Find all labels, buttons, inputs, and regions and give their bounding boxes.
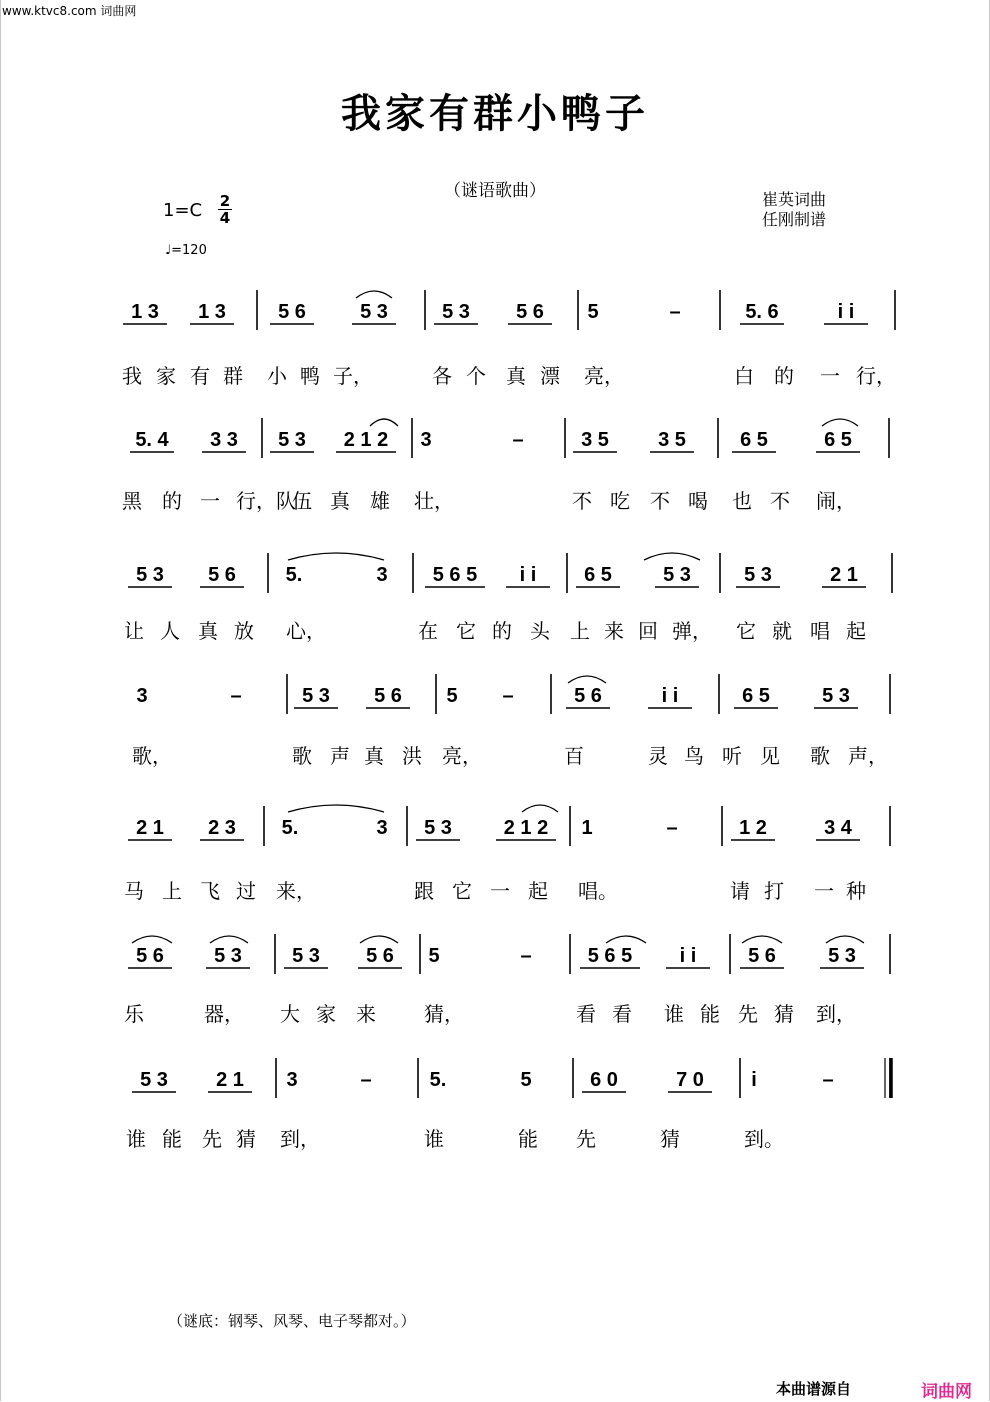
lyric-syllable: 一 bbox=[200, 489, 220, 513]
note-group: 5 6 bbox=[366, 945, 394, 967]
lyric-syllable: 白 bbox=[734, 364, 754, 388]
lyric-syllable: 就 bbox=[772, 619, 792, 643]
lyric-syllable: 家 bbox=[156, 364, 176, 388]
lyric-syllable: 来， bbox=[276, 879, 316, 903]
lyric-syllable: 歌 bbox=[810, 744, 830, 768]
note-group: 3 5 bbox=[658, 429, 686, 451]
lyric-syllable: 真 bbox=[506, 364, 526, 388]
note-group: – bbox=[230, 685, 242, 707]
note-group: 6 5 bbox=[824, 429, 852, 451]
note-group: 5 3 bbox=[663, 564, 691, 586]
slur-mark bbox=[644, 553, 700, 560]
lyric-syllable: 各 bbox=[432, 364, 452, 388]
slur-mark bbox=[210, 936, 248, 943]
lyric-syllable: 来 bbox=[356, 1002, 376, 1026]
lyric-syllable: 种 bbox=[846, 879, 866, 903]
song-title: 我家有群小鸭子 bbox=[341, 90, 649, 137]
lyric-syllable: 先 bbox=[738, 1002, 758, 1026]
slur-mark bbox=[522, 805, 558, 812]
note-group: 5 6 5 bbox=[432, 564, 478, 586]
lyric-syllable: 不 bbox=[572, 489, 592, 513]
slur-mark bbox=[568, 676, 606, 683]
note-group: – bbox=[360, 1069, 372, 1091]
note-group: 5 bbox=[587, 301, 599, 323]
note-group: 5 3 bbox=[822, 685, 850, 707]
lyric-syllable: 起 bbox=[846, 619, 866, 643]
lyric-syllable: 看 bbox=[612, 1002, 632, 1026]
lyric-syllable: 能 bbox=[162, 1127, 182, 1151]
lyric-syllable: 不 bbox=[770, 489, 790, 513]
note-group: 3 bbox=[286, 1069, 298, 1091]
note-group: 5 6 bbox=[208, 564, 236, 586]
lyric-syllable: 的 bbox=[774, 364, 794, 388]
note-group: 6 5 bbox=[740, 429, 768, 451]
key-signature: 1=C bbox=[163, 200, 203, 221]
note-group: 2 1 bbox=[136, 817, 164, 839]
note-group: 5. 4 bbox=[135, 429, 169, 451]
lyric-syllable: 小 bbox=[267, 364, 287, 388]
note-group: 3 bbox=[136, 685, 148, 707]
note-group: 7 0 bbox=[676, 1069, 704, 1091]
note-group: – bbox=[669, 301, 681, 323]
lyric-syllable: 一 bbox=[820, 364, 840, 388]
lyric-syllable: 能 bbox=[700, 1002, 720, 1026]
note-group: 5 3 bbox=[292, 945, 320, 967]
lyric-syllable: 上 bbox=[570, 619, 590, 643]
note-group: 3 5 bbox=[581, 429, 609, 451]
lyric-syllable: 它 bbox=[452, 879, 472, 903]
lyric-syllable: 打 bbox=[764, 879, 784, 903]
lyric-syllable: 让 bbox=[124, 619, 144, 643]
lyric-syllable: 真 bbox=[198, 619, 218, 643]
lyric-syllable: 到， bbox=[280, 1127, 320, 1151]
lyric-syllable: 一 bbox=[814, 879, 834, 903]
note-group: 5 6 bbox=[374, 685, 402, 707]
note-group: 5 6 bbox=[278, 301, 306, 323]
note-group: 5 3 bbox=[302, 685, 330, 707]
lyric-syllable: 伍 bbox=[292, 489, 312, 513]
note-group: 5. bbox=[281, 817, 299, 839]
lyric-syllable: 一 bbox=[490, 879, 510, 903]
lyric-syllable: 有 bbox=[190, 364, 210, 388]
lyric-syllable: 家 bbox=[316, 1002, 336, 1026]
meter-top: 2 bbox=[219, 192, 231, 210]
lyric-syllable: 弹， bbox=[672, 619, 712, 643]
note-group: 1 3 bbox=[131, 301, 159, 323]
note-group: 5 3 bbox=[214, 945, 242, 967]
lyric-syllable: 猜 bbox=[774, 1002, 794, 1026]
note-group: – bbox=[666, 817, 678, 839]
note-group: i i bbox=[519, 564, 537, 586]
lyric-syllable: 漂 bbox=[540, 364, 560, 388]
note-group: 6 0 bbox=[590, 1069, 618, 1091]
slur-mark bbox=[288, 805, 384, 812]
lyric-syllable: 能 bbox=[518, 1127, 538, 1151]
note-group: 3 3 bbox=[210, 429, 238, 451]
lyric-syllable: 鸟 bbox=[684, 744, 704, 768]
lyric-syllable: 真 bbox=[364, 744, 384, 768]
slur-mark bbox=[370, 419, 398, 426]
lyric-syllable: 猜， bbox=[424, 1002, 464, 1026]
lyric-syllable: 头 bbox=[530, 619, 550, 643]
note-group: 1 3 bbox=[198, 301, 226, 323]
lyricist-credit: 崔英词曲 bbox=[762, 190, 827, 209]
lyric-syllable: 壮， bbox=[414, 489, 454, 513]
lyric-syllable: 洪 bbox=[402, 744, 422, 768]
note-group: 2 1 bbox=[830, 564, 858, 586]
note-group: 6 5 bbox=[742, 685, 770, 707]
lyric-syllable: 歌 bbox=[292, 744, 312, 768]
footer-source: 本曲谱源自 bbox=[776, 1380, 852, 1398]
lyric-syllable: 亮， bbox=[442, 744, 482, 768]
note-group: – bbox=[520, 945, 532, 967]
note-group: 5 3 bbox=[278, 429, 306, 451]
lyric-syllable: 个 bbox=[466, 364, 486, 388]
lyric-syllable: 猜 bbox=[660, 1127, 680, 1151]
note-group: 3 bbox=[376, 817, 388, 839]
slur-mark bbox=[822, 419, 858, 426]
note-group: 5 3 bbox=[442, 301, 470, 323]
tempo-marking: ♩=120 bbox=[165, 243, 207, 258]
note-group: 5 3 bbox=[136, 564, 164, 586]
lyric-syllable: 看 bbox=[576, 1002, 596, 1026]
note-group: 1 bbox=[581, 817, 593, 839]
lyric-syllable: 吃 bbox=[610, 489, 630, 513]
arranger-credit: 任刚制谱 bbox=[762, 210, 827, 229]
note-group: 2 1 2 bbox=[503, 817, 549, 839]
note-group: 5 6 5 bbox=[587, 945, 633, 967]
lyric-syllable: 鸭 bbox=[300, 364, 320, 388]
lyric-syllable: 来 bbox=[604, 619, 624, 643]
lyric-syllable: 先 bbox=[202, 1127, 222, 1151]
lyric-syllable: 唱。 bbox=[578, 879, 618, 903]
lyric-syllable: 它 bbox=[456, 619, 476, 643]
lyric-syllable: 闹， bbox=[816, 489, 856, 513]
note-group: 5 bbox=[428, 945, 440, 967]
slur-mark bbox=[288, 553, 384, 560]
lyric-syllable: 跟 bbox=[414, 879, 434, 903]
note-group: i i bbox=[679, 945, 697, 967]
note-group: 5 6 bbox=[516, 301, 544, 323]
slur-mark bbox=[132, 936, 172, 943]
lyric-syllable: 雄 bbox=[370, 489, 390, 513]
lyric-syllable: 见 bbox=[760, 744, 780, 768]
lyric-syllable: 百 bbox=[564, 744, 584, 768]
note-group: 6 5 bbox=[584, 564, 612, 586]
note-group: 2 1 bbox=[216, 1069, 244, 1091]
note-group: i bbox=[751, 1069, 757, 1091]
lyric-syllable: 行，队 bbox=[236, 489, 296, 513]
lyric-syllable: 起 bbox=[528, 879, 548, 903]
note-group: i i bbox=[837, 301, 855, 323]
note-group: 5 bbox=[520, 1069, 532, 1091]
lyric-syllable: 心， bbox=[286, 619, 326, 643]
note-group: 3 bbox=[420, 429, 432, 451]
lyric-syllable: 也 bbox=[732, 489, 752, 513]
lyric-syllable: 先 bbox=[576, 1127, 596, 1151]
note-group: 5 6 bbox=[748, 945, 776, 967]
lyric-syllable: 子， bbox=[333, 364, 373, 388]
lyric-syllable: 声， bbox=[848, 744, 888, 768]
note-group: 5 6 bbox=[574, 685, 602, 707]
lyric-syllable: 猜 bbox=[236, 1127, 256, 1151]
riddle-answer: （谜底：钢琴、风琴、电子琴都对。） bbox=[168, 1312, 416, 1330]
lyric-syllable: 过 bbox=[236, 879, 256, 903]
lyric-syllable: 歌， bbox=[132, 744, 172, 768]
note-group: 3 bbox=[376, 564, 388, 586]
note-group: 5 3 bbox=[744, 564, 772, 586]
lyric-syllable: 不 bbox=[650, 489, 670, 513]
note-group: 2 1 2 bbox=[343, 429, 389, 451]
lyric-syllable: 飞 bbox=[200, 879, 220, 903]
lyric-syllable: 马 bbox=[124, 879, 144, 903]
note-group: 5 bbox=[446, 685, 458, 707]
site-watermark: www.ktvc8.com 词曲网 bbox=[2, 4, 137, 18]
lyric-syllable: 亮， bbox=[584, 364, 624, 388]
meter-bottom: 4 bbox=[219, 209, 231, 227]
lyric-syllable: 听 bbox=[722, 744, 742, 768]
lyric-syllable: 谁 bbox=[424, 1127, 444, 1151]
note-group: 3 4 bbox=[824, 817, 852, 839]
lyric-syllable: 灵 bbox=[648, 744, 668, 768]
lyric-syllable: 到。 bbox=[744, 1127, 784, 1151]
lyric-syllable: 放 bbox=[234, 619, 254, 643]
lyric-syllable: 谁 bbox=[126, 1127, 146, 1151]
lyric-syllable: 乐 bbox=[124, 1002, 144, 1026]
lyric-syllable: 行， bbox=[856, 364, 896, 388]
note-group: 5. bbox=[285, 564, 303, 586]
song-subtitle: （谜语歌曲） bbox=[444, 181, 546, 201]
lyric-syllable: 的 bbox=[492, 619, 512, 643]
note-group: – bbox=[502, 685, 514, 707]
note-group: 5 3 bbox=[140, 1069, 168, 1091]
slur-mark bbox=[606, 936, 646, 943]
slur-mark bbox=[826, 936, 864, 943]
footer-brand: 词曲网 bbox=[921, 1382, 972, 1402]
lyric-syllable: 黑 bbox=[122, 489, 142, 513]
lyric-syllable: 请 bbox=[730, 879, 750, 903]
lyric-syllable: 声 bbox=[330, 744, 350, 768]
note-group: 5. bbox=[429, 1069, 447, 1091]
lyric-syllable: 群 bbox=[223, 364, 243, 388]
lyric-syllable: 谁 bbox=[664, 1002, 684, 1026]
note-group: – bbox=[822, 1069, 834, 1091]
note-group: 5. 6 bbox=[745, 301, 779, 323]
lyric-syllable: 人 bbox=[160, 619, 180, 643]
lyric-syllable: 回 bbox=[638, 619, 658, 643]
note-group: 5 3 bbox=[424, 817, 452, 839]
lyric-syllable: 器， bbox=[204, 1002, 244, 1026]
lyric-syllable: 真 bbox=[330, 489, 350, 513]
slur-mark bbox=[360, 936, 398, 943]
lyric-syllable: 我 bbox=[122, 364, 142, 388]
slur-mark bbox=[356, 291, 392, 298]
note-group: – bbox=[512, 429, 524, 451]
lyric-syllable: 的 bbox=[162, 489, 182, 513]
note-group: 5 3 bbox=[360, 301, 388, 323]
note-group: 5 3 bbox=[828, 945, 856, 967]
note-group: 2 3 bbox=[208, 817, 236, 839]
note-group: 5 6 bbox=[136, 945, 164, 967]
lyric-syllable: 在 bbox=[418, 619, 438, 643]
lyric-syllable: 它 bbox=[736, 619, 756, 643]
note-group: 1 2 bbox=[739, 817, 767, 839]
lyric-syllable: 到， bbox=[816, 1002, 856, 1026]
lyric-syllable: 大 bbox=[280, 1002, 300, 1026]
lyric-syllable: 上 bbox=[162, 879, 182, 903]
note-group: i i bbox=[661, 685, 679, 707]
lyric-syllable: 喝 bbox=[688, 489, 708, 513]
slur-mark bbox=[742, 936, 782, 943]
lyric-syllable: 唱 bbox=[810, 619, 830, 643]
